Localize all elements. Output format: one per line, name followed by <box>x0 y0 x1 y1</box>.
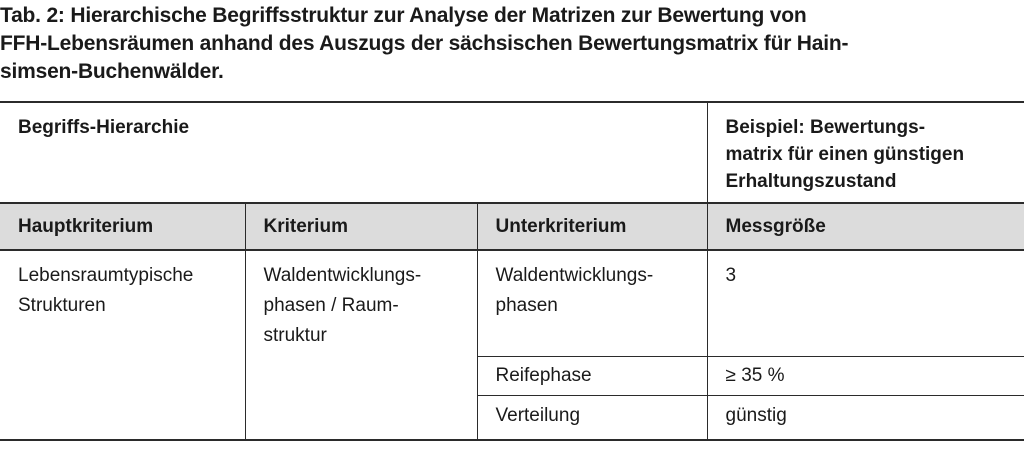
unterkriterium-cell: Verteilung <box>477 395 707 440</box>
header-kriterium: Kriterium <box>245 203 477 250</box>
kriterium-line: struktur <box>263 325 327 346</box>
example-label-line: Beispiel: Bewertungs- <box>725 117 926 138</box>
hierarchy-label: Begriffs-Hierarchie <box>18 117 190 138</box>
unterkriterium-cell <box>477 250 707 356</box>
kriterium-cell <box>245 250 477 440</box>
hauptkriterium-line: Lebensraumtypische <box>18 265 194 286</box>
messgroesse-cell: günstig <box>707 395 1024 440</box>
unterkriterium-line: Waldentwicklungs- <box>495 265 654 286</box>
kriterium-line: Waldentwicklungs- <box>263 265 422 286</box>
table-row <box>0 250 1024 356</box>
caption-line: simsen-Buchenwälder. <box>0 60 224 83</box>
hierarchy-label-cell <box>0 102 707 203</box>
hierarchy-table <box>0 101 1024 441</box>
example-label-line: Erhaltungszustand <box>725 171 897 192</box>
example-label-cell <box>707 102 1024 203</box>
hauptkriterium-line: Strukturen <box>18 295 106 316</box>
caption-line: Tab. 2: Hierarchische Begriffsstruktur zur Analyse der Matrizen zur Bewertung von <box>0 4 807 27</box>
header-unterkriterium: Unterkriterium <box>477 203 707 250</box>
column-header-row <box>0 203 1024 250</box>
unterkriterium-cell: Reifephase <box>477 356 707 395</box>
table-caption <box>0 2 1000 86</box>
hauptkriterium-cell <box>0 250 245 440</box>
header-hauptkriterium: Hauptkriterium <box>0 203 245 250</box>
messgroesse-cell: ≥ 35 % <box>707 356 1024 395</box>
header-messgroesse: Messgröße <box>707 203 1024 250</box>
kriterium-line: phasen / Raum- <box>263 295 399 316</box>
unterkriterium-line: phasen <box>495 295 558 316</box>
messgroesse-cell: 3 <box>707 250 1024 356</box>
caption-line: FFH-Lebensräumen anhand des Auszugs der sächsischen Bewertungsmatrix für Hain- <box>0 32 849 55</box>
example-label-line: matrix für einen günstigen <box>725 144 965 165</box>
hierarchy-row <box>0 102 1024 203</box>
